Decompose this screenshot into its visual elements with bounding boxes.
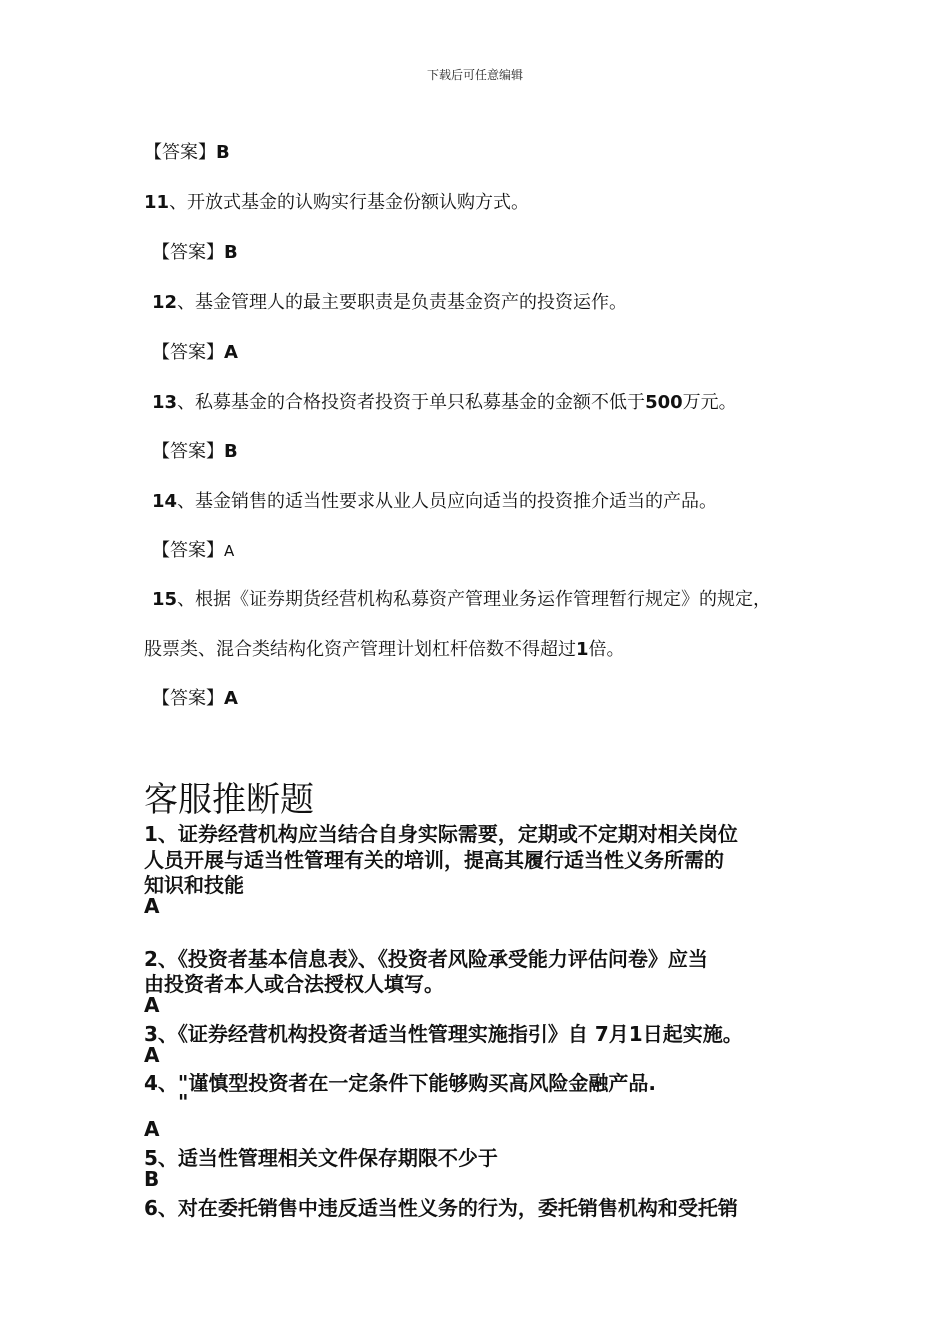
answer-value: B	[216, 142, 230, 163]
answer-value: B	[224, 242, 238, 263]
answer-line	[152, 238, 238, 264]
cs-question-line: 1、证券经营机构应当结合自身实际需要，定期或不定期对相关岗位	[144, 822, 738, 846]
answer-line	[152, 437, 238, 463]
question-number: 11	[144, 192, 170, 213]
answer-value: A	[224, 542, 235, 560]
cs-question-line: 6、对在委托销售中违反适当性义务的行为，委托销售机构和受托销	[144, 1196, 738, 1220]
cs-question-line: 3、《证券经营机构投资者适当性管理实施指引》自 7月1日起实施。	[144, 1022, 743, 1046]
question-number: 12	[152, 292, 178, 313]
question-line-continued	[144, 635, 625, 661]
cs-answer: B	[144, 1167, 160, 1191]
question-text-end: 倍。	[588, 639, 625, 660]
cs-question-line: 由投资者本人或合法授权人填写。	[144, 972, 444, 996]
answer-line	[152, 536, 234, 562]
page-header: 下载后可任意编辑	[426, 68, 523, 82]
cs-question-line: 5、适当性管理相关文件保存期限不少于	[144, 1146, 498, 1170]
answer-line	[144, 138, 230, 164]
cs-answer: A	[144, 993, 160, 1017]
question-line	[152, 487, 717, 513]
cs-question-line: 4、"谨慎型投资者在一定条件下能够购买高风险金融产品.	[144, 1071, 656, 1095]
question-text: 、开放式基金的认购实行基金份额认购方式。	[169, 192, 530, 213]
section-title: 客服推断题	[144, 780, 314, 820]
cs-answer: A	[144, 1117, 160, 1141]
cs-question-line: 2、《投资者基本信息表》、《投资者风险承受能力评估问卷》应当	[144, 947, 708, 971]
answer-value: A	[224, 342, 238, 363]
question-number: 15	[152, 589, 178, 610]
answer-label: 【答案】	[152, 441, 224, 462]
question-amount: 500	[645, 392, 683, 413]
question-line	[152, 388, 737, 414]
question-line	[152, 585, 771, 611]
question-number: 14	[152, 491, 178, 512]
question-text: 、根据《证券期货经营机构私募资产管理业务运作管理暂行规定》的规定，	[177, 589, 772, 610]
question-line	[144, 188, 529, 214]
question-text: 、基金管理人的最主要职责是负责基金资产的投资运作。	[177, 292, 628, 313]
answer-value: B	[224, 441, 238, 462]
cs-question-line: 知识和技能	[144, 873, 244, 897]
answer-label: 【答案】	[144, 142, 216, 163]
answer-line	[152, 338, 238, 364]
answer-label: 【答案】	[152, 342, 224, 363]
cs-question-line: "	[178, 1090, 189, 1114]
question-text: 、私募基金的合格投资者投资于单只私募基金的金额不低于	[177, 392, 646, 413]
cs-answer: A	[144, 1043, 160, 1067]
cs-answer: A	[144, 894, 160, 918]
question-text-end: 万元。	[682, 392, 737, 413]
answer-label: 【答案】	[152, 540, 224, 561]
answer-value: A	[224, 688, 238, 709]
question-text: 、基金销售的适当性要求从业人员应向适当的投资推介适当的产品。	[177, 491, 718, 512]
cs-question-line: 人员开展与适当性管理有关的培训，提高其履行适当性义务所需的	[144, 848, 724, 872]
answer-label: 【答案】	[152, 688, 224, 709]
question-text: 股票类、混合类结构化资产管理计划杠杆倍数不得超过	[144, 639, 576, 660]
question-number: 13	[152, 392, 178, 413]
question-line	[152, 288, 627, 314]
question-multiple: 1	[576, 639, 589, 660]
answer-label: 【答案】	[152, 242, 224, 263]
answer-line	[152, 684, 238, 710]
